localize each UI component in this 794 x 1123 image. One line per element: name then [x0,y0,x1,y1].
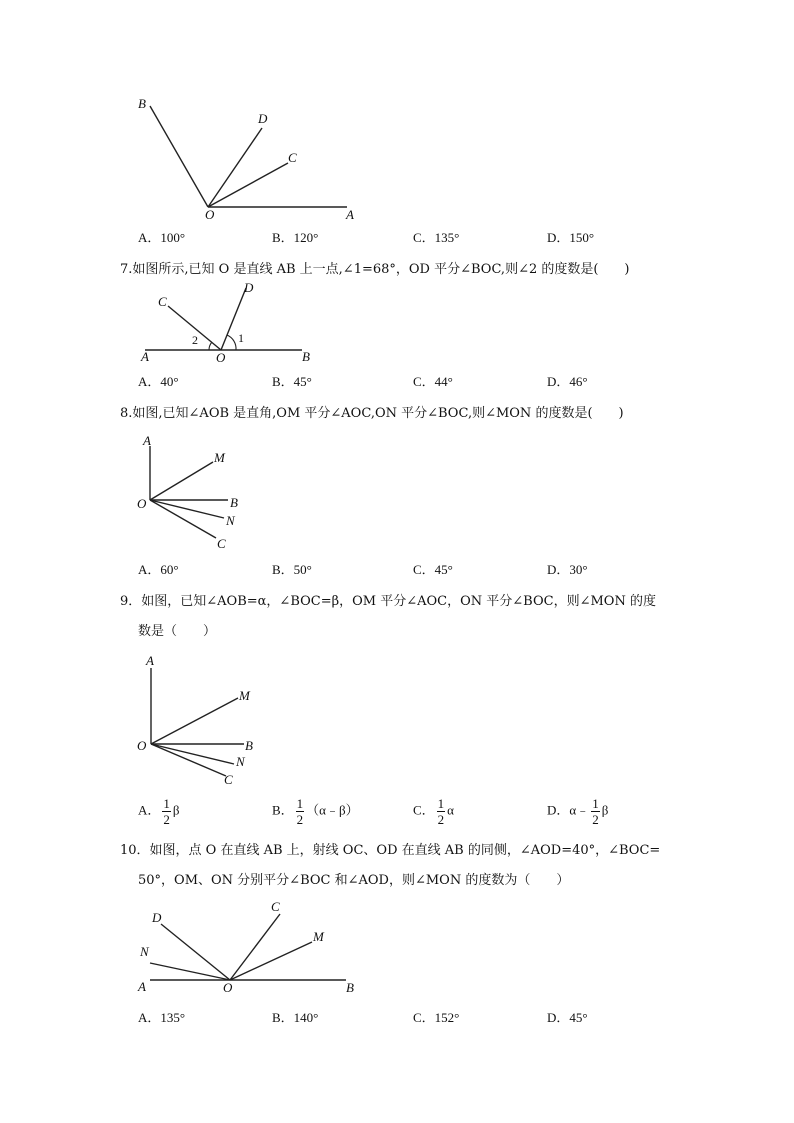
q6-label-b: B [138,96,146,111]
q8-option-b[interactable]: B．50° [272,562,312,577]
q10-label-a: A [138,979,146,994]
q9-option-d-fraction: $\frac{1}{2}$ [592,796,599,827]
q9-question-text-line1: 9．如图，已知∠AOB=α，∠BOC=β，OM 平分∠AOC，ON 平分∠BOC，则∠MON 的度 [120,594,656,609]
q8-option-a[interactable]: A．60° [138,562,179,577]
q7-option-b[interactable]: B．45° [272,374,312,389]
q9-option-c-suffix: α [447,802,454,818]
q10-option-d[interactable]: D．45° [547,1010,588,1025]
q7-question-text: 7.如图所示,已知 O 是直线 AB 上一点,∠1=68°，OD 平分∠BOC,则∠2 的度数是( ) [120,262,630,277]
q7-option-c[interactable]: C．44° [413,374,453,389]
q7-label-o: O [216,350,226,365]
q10-label-b: B [346,980,354,995]
q9-option-b-prefix: B． [272,802,294,818]
q7-label-b: B [302,349,310,364]
q10-label-d: D [152,910,162,925]
q10-ray-oc [230,914,280,980]
q9-question-text-line2: 数是（ ） [138,624,217,639]
q7-option-d[interactable]: D．46° [547,374,588,389]
q10-ray-on [150,963,230,980]
q10-ray-od [161,924,230,980]
q8-label-n: N [226,513,235,528]
q7-label-d: D [244,280,254,295]
q6-option-c[interactable]: C．135° [413,230,460,245]
q9-label-n: N [236,754,245,769]
q9-option-b-fraction: $\frac{1}{2}$ [296,796,304,827]
q9-label-b: B [245,738,253,753]
q9-label-o: O [137,738,147,753]
q9-option-a-fraction: $\frac{1}{2}$ [163,796,170,827]
q8-label-a: A [143,433,151,448]
q9-label-m: M [239,688,250,703]
q10-option-a[interactable]: A．135° [138,1010,186,1025]
q7-label-c: C [158,294,167,309]
q10-option-b[interactable]: B．140° [272,1010,319,1025]
q6-option-d[interactable]: D．150° [547,230,595,245]
q6-label-a: A [346,207,354,222]
q10-question-text-line2: 50°，OM、ON 分别平分∠BOC 和∠AOD，则∠MON 的度数为（ ） [138,873,570,888]
q8-question-text: 8.如图,已知∠AOB 是直角,OM 平分∠AOC,ON 平分∠BOC,则∠MON 的度数是( ) [120,406,624,421]
q10-option-c[interactable]: C．152° [413,1010,460,1025]
q7-label-a: A [141,349,149,364]
q8-option-c[interactable]: C．45° [413,562,453,577]
q10-question-text-line1: 10．如图，点 O 在直线 AB 上，射线 OC、OD 在直线 AB 的同侧，∠AOD=40°，∠BOC= [120,843,661,858]
q9-option-d-suffix: β [601,802,609,818]
q9-option-c-fraction: $\frac{1}{2}$ [437,796,445,827]
q9-option-a-suffix: β [172,802,180,818]
q8-label-m: M [214,450,225,465]
q7-angle-label-2: 2 [192,333,198,347]
q7-angle-label-1: 1 [238,331,244,345]
q10-label-o: O [223,980,233,995]
q9-option-c-prefix: C． [413,802,435,818]
q6-label-d: D [258,111,268,126]
q10-ray-om [230,942,312,980]
q10-label-c: C [271,899,280,914]
q9-label-c: C [224,772,233,787]
q9-option-d-prefix: D．α﹣ [547,802,590,818]
q9-option-a-prefix: A． [138,802,161,818]
q8-option-d[interactable]: D．30° [547,562,588,577]
q6-option-a[interactable]: A．100° [138,230,186,245]
q9-label-a: A [146,653,154,668]
q8-label-o: O [137,496,147,511]
q10-label-n: N [140,944,149,959]
q6-label-o: O [205,207,215,222]
q7-option-a[interactable]: A．40° [138,374,179,389]
q9-option-b-suffix: （α﹣β） [306,802,359,818]
q6-label-c: C [288,150,297,165]
q10-label-m: M [313,929,324,944]
q8-label-c: C [217,536,226,551]
q6-option-b[interactable]: B．120° [272,230,319,245]
q8-label-b: B [230,495,238,510]
